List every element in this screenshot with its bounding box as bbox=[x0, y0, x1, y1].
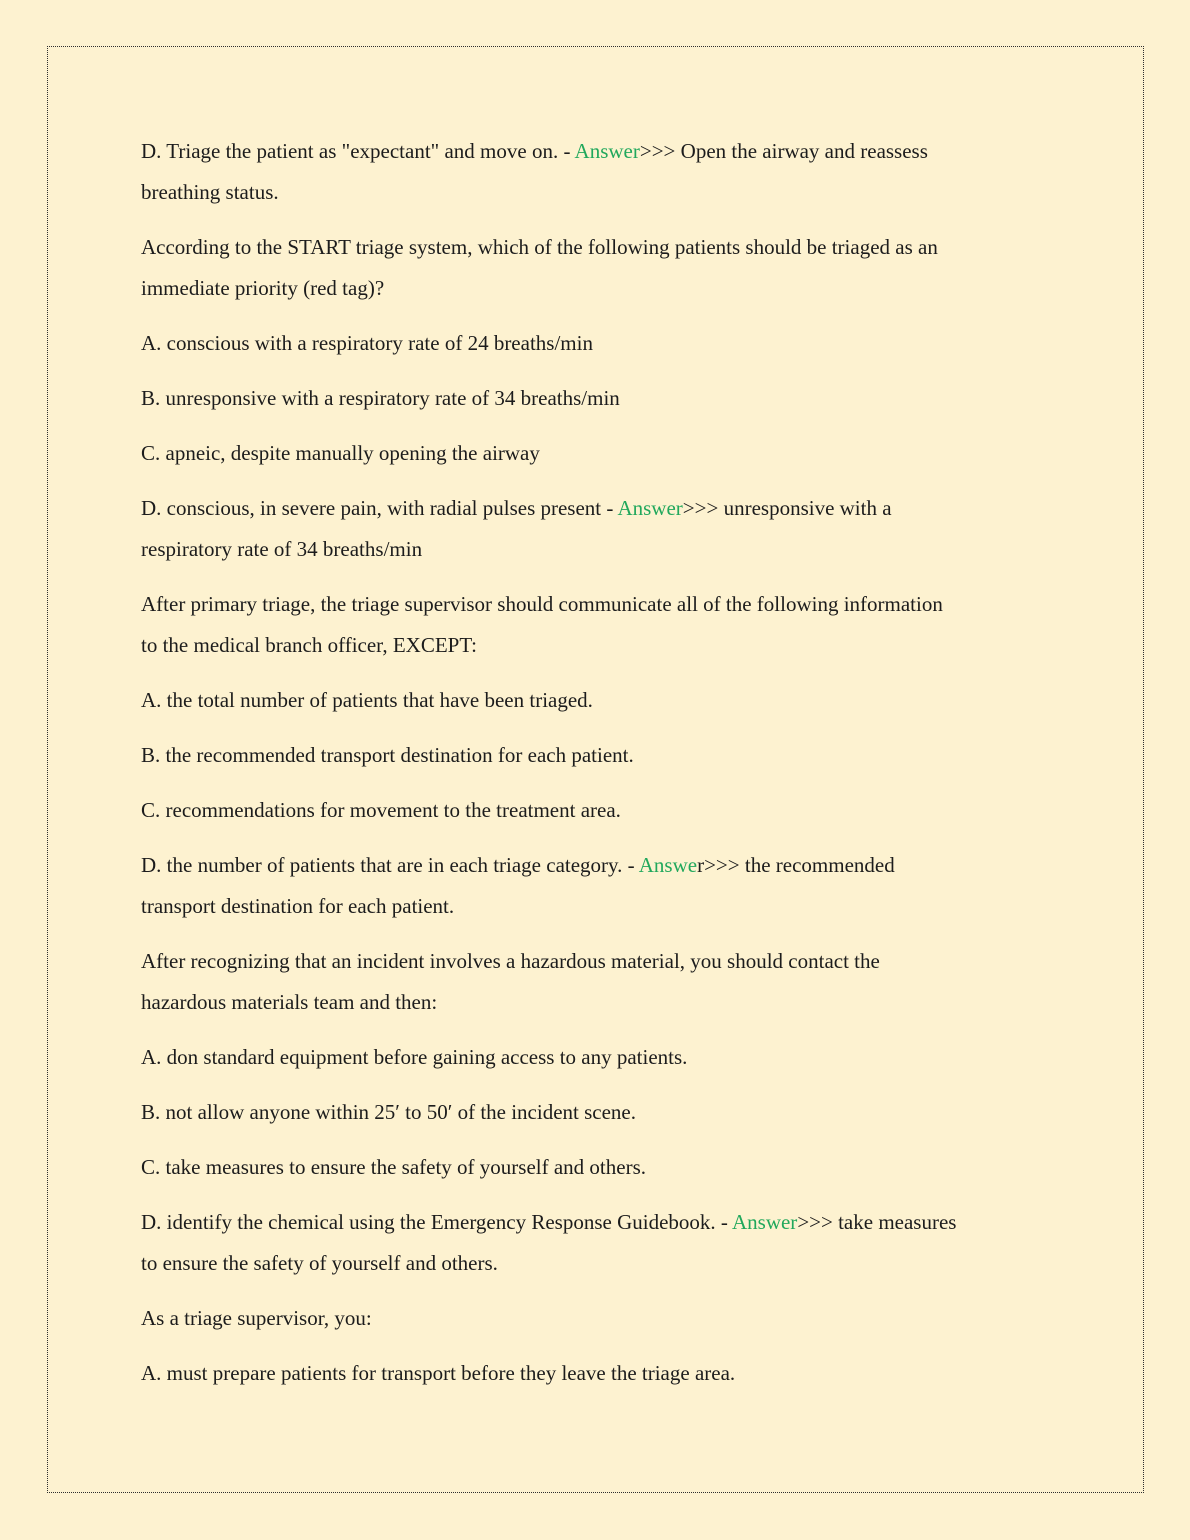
text-line bbox=[141, 172, 1056, 213]
paragraph bbox=[141, 1298, 1056, 1339]
paragraph bbox=[141, 378, 1056, 419]
text-line bbox=[141, 1243, 1056, 1284]
paragraph bbox=[141, 433, 1056, 474]
text-line bbox=[141, 1298, 1056, 1339]
text-line bbox=[141, 625, 1056, 666]
text-run: D. the number of patients that are in each triage category. - bbox=[141, 853, 639, 877]
text-run: As a triage supervisor, you: bbox=[141, 1306, 372, 1330]
text-run: immediate priority (red tag)? bbox=[141, 276, 385, 300]
text-run: B. unresponsive with a respiratory rate of 34 breaths/min bbox=[141, 386, 620, 410]
text-run: C. take measures to ensure the safety of yourself and others. bbox=[141, 1155, 647, 1179]
answer-label: Answe bbox=[638, 853, 698, 877]
text-line bbox=[141, 584, 1056, 625]
text-line bbox=[141, 1037, 1056, 1078]
text-line bbox=[141, 529, 1056, 570]
text-run: After primary triage, the triage supervisor should communicate all of the following information bbox=[141, 592, 943, 616]
text-line bbox=[141, 488, 1056, 529]
answer-label: Answer bbox=[574, 139, 640, 163]
paragraph bbox=[141, 1353, 1056, 1394]
text-line bbox=[141, 323, 1056, 364]
text-line bbox=[141, 1353, 1056, 1394]
text-line bbox=[141, 1092, 1056, 1133]
text-run: to the medical branch officer, EXCEPT: bbox=[141, 633, 477, 657]
text-run: C. apneic, despite manually opening the airway bbox=[141, 441, 540, 465]
text-line bbox=[141, 268, 1056, 309]
text-run: After recognizing that an incident involves a hazardous material, you should contact the bbox=[141, 949, 880, 973]
paragraph bbox=[141, 227, 1056, 309]
text-run: B. the recommended transport destination for each patient. bbox=[141, 743, 634, 767]
text-line bbox=[141, 845, 1056, 886]
text-line bbox=[141, 131, 1056, 172]
text-run: C. recommendations for movement to the treatment area. bbox=[141, 798, 621, 822]
text-run: D. conscious, in severe pain, with radial pulses present - bbox=[141, 496, 618, 520]
paragraph bbox=[141, 1037, 1056, 1078]
text-run: transport destination for each patient. bbox=[141, 894, 455, 918]
text-run: According to the START triage system, which of the following patients should be triaged as an bbox=[141, 235, 938, 259]
paragraph bbox=[141, 323, 1056, 364]
text-line bbox=[141, 433, 1056, 474]
text-run: respiratory rate of 34 breaths/min bbox=[141, 537, 423, 561]
document-body bbox=[141, 131, 1056, 1408]
text-run: breathing status. bbox=[141, 180, 279, 204]
text-run: A. conscious with a respiratory rate of 24 breaths/min bbox=[141, 331, 593, 355]
text-run: >>> Open the airway and reassess bbox=[639, 139, 928, 163]
paragraph bbox=[141, 584, 1056, 666]
paragraph bbox=[141, 845, 1056, 927]
paragraph bbox=[141, 735, 1056, 776]
text-run: A. must prepare patients for transport before they leave the triage area. bbox=[141, 1361, 736, 1385]
text-run: A. the total number of patients that have been triaged. bbox=[141, 688, 593, 712]
text-line bbox=[141, 1202, 1056, 1243]
paragraph bbox=[141, 488, 1056, 570]
text-line bbox=[141, 790, 1056, 831]
text-run: D. Triage the patient as "expectant" and move on. - bbox=[141, 139, 575, 163]
text-line bbox=[141, 982, 1056, 1023]
text-run: D. identify the chemical using the Emergency Response Guidebook. - bbox=[141, 1210, 732, 1234]
text-run: r>>> the recommended bbox=[697, 853, 895, 877]
paragraph bbox=[141, 790, 1056, 831]
paragraph bbox=[141, 1202, 1056, 1284]
paragraph bbox=[141, 1092, 1056, 1133]
text-run: A. don standard equipment before gaining access to any patients. bbox=[141, 1045, 688, 1069]
text-line bbox=[141, 378, 1056, 419]
text-line bbox=[141, 886, 1056, 927]
text-line bbox=[141, 735, 1056, 776]
text-line bbox=[141, 1147, 1056, 1188]
text-line bbox=[141, 680, 1056, 721]
paragraph bbox=[141, 680, 1056, 721]
paragraph bbox=[141, 131, 1056, 213]
paragraph bbox=[141, 941, 1056, 1023]
text-run: hazardous materials team and then: bbox=[141, 990, 438, 1014]
answer-label: Answer bbox=[617, 496, 683, 520]
text-run: to ensure the safety of yourself and others. bbox=[141, 1251, 498, 1275]
text-line bbox=[141, 941, 1056, 982]
text-line bbox=[141, 227, 1056, 268]
text-run: B. not allow anyone within 25′ to 50′ of the incident scene. bbox=[141, 1100, 637, 1124]
text-run: >>> take measures bbox=[797, 1210, 957, 1234]
text-run: >>> unresponsive with a bbox=[682, 496, 892, 520]
paragraph bbox=[141, 1147, 1056, 1188]
answer-label: Answer bbox=[731, 1210, 798, 1234]
